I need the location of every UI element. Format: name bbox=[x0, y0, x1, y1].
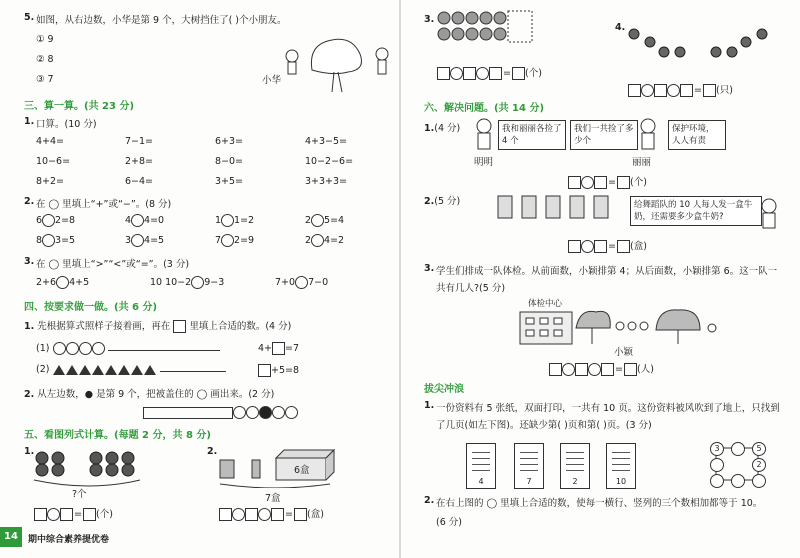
sign-item[interactable]: 8 3=5 bbox=[36, 235, 76, 246]
draw-row-1[interactable]: (1) bbox=[36, 342, 220, 355]
section3-title: 三、算一算。(共 23 分) bbox=[24, 101, 135, 112]
q5-number: 5. bbox=[24, 12, 35, 23]
found-page-card: 7 bbox=[514, 443, 544, 489]
grid-circle[interactable] bbox=[731, 474, 745, 488]
answer-circle[interactable] bbox=[221, 214, 234, 227]
s5-q2-total: 7盒 bbox=[265, 493, 281, 504]
q5-option-1[interactable]: ① 9 bbox=[36, 34, 54, 45]
draw-row-2[interactable]: (2) bbox=[36, 364, 226, 375]
page-divider bbox=[399, 0, 401, 558]
bj-q2-score: (6 分) bbox=[436, 517, 462, 528]
sign-item[interactable]: 1 1=2 bbox=[215, 215, 255, 226]
section6-title: 六、解决问题。(共 14 分) bbox=[424, 103, 545, 114]
oral-calc-item[interactable]: 6−4= bbox=[125, 176, 154, 187]
s3-q3-text: 在 ◯ 里填上“>”“<”或“=”。(3 分) bbox=[36, 259, 190, 270]
sign-item[interactable]: 4 4=0 bbox=[125, 215, 165, 226]
s5-q2-number: 2. bbox=[207, 446, 218, 457]
answer-circle[interactable] bbox=[42, 214, 55, 227]
found-page-card: 2 bbox=[560, 443, 590, 489]
milk-boxes-illustration bbox=[496, 192, 626, 220]
eq1[interactable]: 4+ =7 bbox=[258, 343, 300, 354]
found-page-card: 10 bbox=[606, 443, 636, 489]
sign-item[interactable]: 2 5=4 bbox=[305, 215, 345, 226]
oral-calc-item[interactable]: 8+2= bbox=[36, 176, 65, 187]
sign-item[interactable]: 3 4=5 bbox=[125, 235, 165, 246]
oral-calc-item[interactable]: 3+5= bbox=[215, 176, 244, 187]
eq2[interactable]: +5=8 bbox=[258, 364, 299, 377]
s5-q2-equation[interactable]: = (盒) bbox=[219, 506, 324, 521]
oral-calc-item[interactable]: 2+8= bbox=[125, 156, 154, 167]
q5-option-2[interactable]: ② 8 bbox=[36, 54, 54, 65]
s6-q3-number: 3. bbox=[424, 263, 435, 274]
oral-calc-item[interactable]: 10−2−6= bbox=[305, 156, 354, 167]
bj-q1-text: 一份资料有 5 张纸，双面打印，一共有 10 页。这份资料被风吹到了地上，只找到了几页(如左下图)。还缺少第( )页和第( )页。(3 分) bbox=[436, 403, 780, 431]
name-mingming: 明明 bbox=[474, 157, 494, 168]
lili-figure bbox=[636, 118, 660, 152]
name-lili: 丽丽 bbox=[632, 157, 652, 168]
compare-item[interactable]: 10 10−2 9−3 bbox=[150, 277, 225, 288]
answer-circle[interactable] bbox=[131, 234, 144, 247]
s6-q1-head: 1.(4 分) bbox=[424, 123, 461, 134]
s3-q1-number: 1. bbox=[24, 116, 35, 127]
grid-circle[interactable] bbox=[731, 442, 745, 456]
s6-q3-equation[interactable]: = (人) bbox=[549, 361, 654, 376]
oral-calc-item[interactable]: 3+3+3= bbox=[305, 176, 348, 187]
s5-q1-equation[interactable]: = (个) bbox=[34, 506, 113, 521]
tree-children-illustration bbox=[282, 30, 397, 94]
page-number: 14 bbox=[0, 527, 22, 547]
sign-item[interactable]: 7 2=9 bbox=[215, 235, 255, 246]
black-circle bbox=[259, 406, 272, 419]
cover-bar bbox=[143, 407, 233, 419]
r-q3-number: 3. bbox=[424, 14, 435, 25]
s3-q1-text: 口算。(10 分) bbox=[36, 119, 97, 130]
sign-item[interactable]: 6 2=8 bbox=[36, 215, 76, 226]
xiaoying-label: 小颖 bbox=[614, 347, 634, 358]
bj-q2-number: 2. bbox=[424, 495, 435, 506]
answer-box[interactable] bbox=[258, 364, 271, 377]
oral-calc-item[interactable]: 10−6= bbox=[36, 156, 71, 167]
answer-circle[interactable] bbox=[131, 214, 144, 227]
oral-calc-item[interactable]: 6+3= bbox=[215, 136, 244, 147]
bj-q1-number: 1. bbox=[424, 400, 435, 411]
grid-circle[interactable] bbox=[710, 458, 724, 472]
animals-illustration bbox=[30, 446, 150, 494]
q5-text: 如图，从右边数，小华是第 9 个，大树挡住了( )个小朋友。 bbox=[36, 15, 287, 26]
answer-circle[interactable] bbox=[42, 234, 55, 247]
oral-calc-item[interactable]: 7−1= bbox=[125, 136, 154, 147]
s3-q2-text: 在 ◯ 里填上“+”或“−”。(8 分) bbox=[36, 199, 172, 210]
s3-q2-number: 2. bbox=[24, 196, 35, 207]
oral-calc-item[interactable]: 4+3−5= bbox=[305, 136, 348, 147]
section5-title: 五、看图列式计算。(每题 2 分，共 8 分) bbox=[24, 430, 211, 441]
answer-circle[interactable] bbox=[191, 276, 204, 289]
s4-q2-line: 2. 从左边数，● 是第 9 个，把被盖住的 ◯ 画出来。(2 分) bbox=[24, 389, 275, 400]
bubble-mingming: 我和丽丽各捡了 4 个 bbox=[498, 120, 566, 150]
sign-item[interactable]: 2 4=2 bbox=[305, 235, 345, 246]
s5-q1-number: 1. bbox=[24, 446, 35, 457]
box-label: 6盒 bbox=[294, 465, 310, 476]
grid-circle[interactable]: 3 bbox=[710, 442, 724, 456]
s4-q1-line: 1. 先根据算式照样子接着画，再在 里填上合适的数。(4 分) bbox=[24, 321, 292, 332]
checkup-illustration bbox=[516, 306, 722, 346]
s6-q2-equation[interactable]: = (盒) bbox=[568, 238, 647, 253]
s6-q1-equation[interactable]: = (个) bbox=[568, 174, 647, 189]
q5-name-label: 小华 bbox=[262, 75, 282, 86]
oral-calc-item[interactable]: 8−0= bbox=[215, 156, 244, 167]
compare-item[interactable]: 2+6 4+5 bbox=[36, 277, 90, 288]
r-q3-equation[interactable]: = (个) bbox=[437, 65, 542, 80]
s6-q3-text: 学生们排成一队体检。从前面数，小颖排第 4；从后面数，小颖排第 6。这一队一共有几人?(5 分) bbox=[436, 266, 778, 294]
section4-title: 四、按要求做一做。(共 6 分) bbox=[24, 302, 158, 313]
answer-circle[interactable] bbox=[221, 234, 234, 247]
answer-circle[interactable] bbox=[56, 276, 69, 289]
apples-illustration bbox=[436, 10, 536, 44]
grid-circle[interactable] bbox=[752, 474, 766, 488]
teacher-figure bbox=[758, 198, 780, 230]
bj-q2-text: 在右上图的 ◯ 里填上合适的数，使每一横行、竖列的三个数相加都等于 10。 bbox=[436, 498, 763, 509]
bubble-sign: 保护环境，人人有责 bbox=[668, 120, 726, 150]
answer-circle[interactable] bbox=[311, 214, 324, 227]
r-q4-number: 4. bbox=[615, 22, 626, 33]
footer-title: 期中综合素养提优卷 bbox=[28, 535, 110, 545]
boxes-illustration bbox=[216, 448, 336, 488]
grid-circle[interactable]: 2 bbox=[752, 458, 766, 472]
bajian-title: 拔尖冲浪 bbox=[424, 384, 464, 395]
q5-option-3[interactable]: ③ 7 bbox=[36, 74, 54, 85]
r-q4-equation[interactable]: = (只) bbox=[628, 82, 733, 97]
mingming-figure bbox=[472, 118, 496, 152]
building-label: 体检中心 bbox=[528, 299, 563, 309]
bubble-milk: 给舞蹈队的 10 人每人发一盒牛奶，还需要多少盒牛奶? bbox=[630, 196, 762, 226]
oral-calc-item[interactable]: 4+4= bbox=[36, 136, 65, 147]
bubble-question: 我们一共捡了多少个 bbox=[570, 120, 638, 150]
answer-circle[interactable] bbox=[311, 234, 324, 247]
s3-q3-number: 3. bbox=[24, 256, 35, 267]
s6-q2-head: 2.(5 分) bbox=[424, 196, 461, 207]
grid-circle[interactable] bbox=[710, 474, 724, 488]
grid-circle[interactable]: 5 bbox=[752, 442, 766, 456]
answer-box[interactable] bbox=[272, 342, 285, 355]
covered-circles-row[interactable] bbox=[143, 406, 298, 419]
answer-circle[interactable] bbox=[295, 276, 308, 289]
compare-item[interactable]: 7+0 7−0 bbox=[275, 277, 329, 288]
birds-illustration bbox=[624, 22, 774, 66]
s5-q1-total: ?个 bbox=[72, 489, 87, 500]
found-page-card: 4 bbox=[466, 443, 496, 489]
